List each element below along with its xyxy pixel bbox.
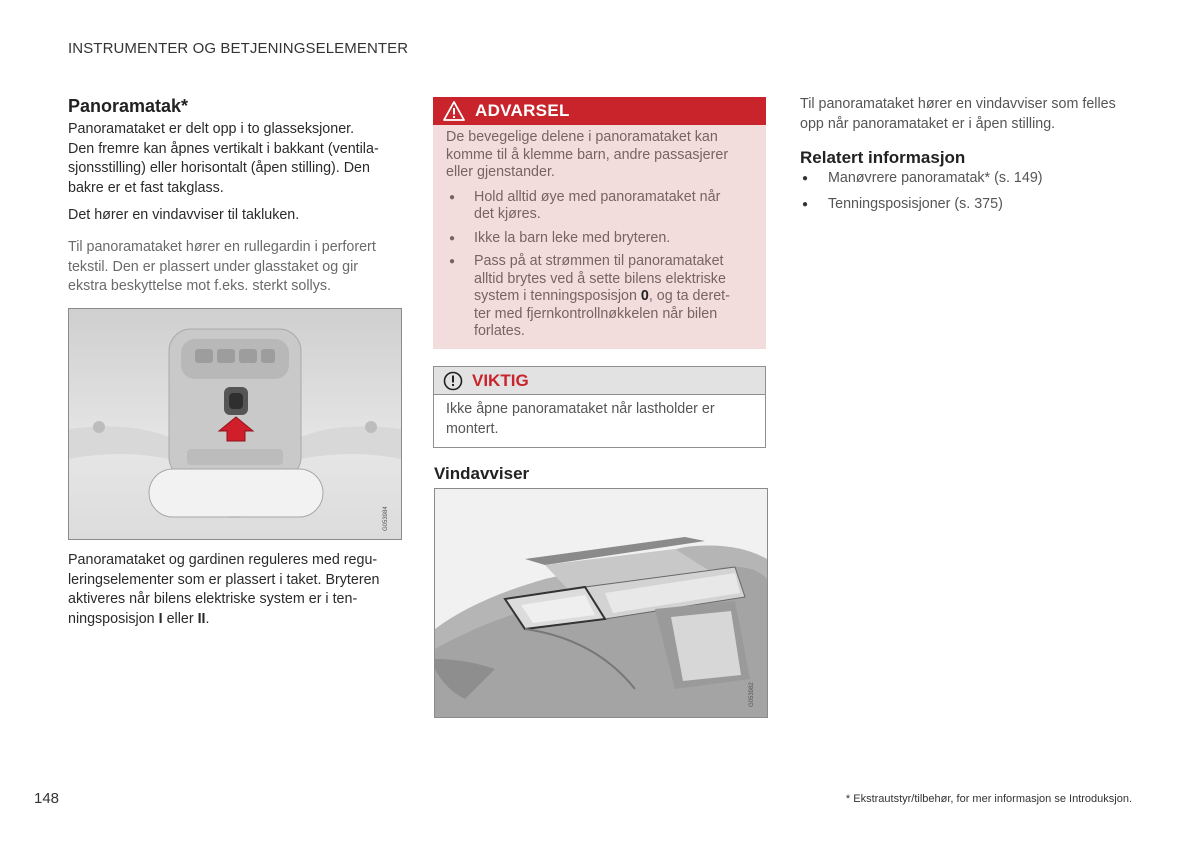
warning-triangle-icon <box>443 101 465 121</box>
text-line: ekstra beskyttelse mot f.eks. sterkt sollys. <box>68 278 331 294</box>
important-body <box>434 395 765 444</box>
text-line: opp når panoramataket er i åpen stilling. <box>800 115 1056 132</box>
list-item <box>446 189 753 224</box>
warning-body <box>433 125 766 341</box>
text-line: eller gjenstander. <box>446 164 555 180</box>
text-line: leringselementer som er plassert i taket. Bryteren <box>68 571 380 588</box>
text-line: Ikke åpne panoramataket når lastholder er <box>446 401 715 417</box>
warning-intro <box>446 129 753 182</box>
heading-vindavviser: Vindavviser <box>434 464 530 483</box>
text-line: aktiveres når bilens elektriske system er i ten- <box>68 591 358 607</box>
bold-position-ii: II <box>197 610 206 627</box>
text-line: Den fremre kan åpnes vertikalt i bakkant (ventila- <box>68 140 379 157</box>
text-line <box>474 288 753 306</box>
text-span: , og ta deret- <box>648 288 730 304</box>
text-line: komme til å klemme barn, andre passasjerer <box>446 146 729 163</box>
figure-roof-console <box>68 308 402 540</box>
figure-code: G053984 <box>383 506 389 531</box>
text-line: tekstil. Den er plassert under glasstaket og gir <box>68 258 359 275</box>
related-link-tenningsposisjoner[interactable]: ● Tenningsposisjoner (s. 375) <box>800 195 1140 215</box>
important-title: VIKTIG <box>472 370 529 390</box>
related-link-manovrere[interactable]: ● Manøvrere panoramatak* (s. 149) <box>800 169 1140 189</box>
text-line: sjonsstilling) eller horisontalt (åpen stilling). Den <box>68 160 370 176</box>
roof-console-illustration <box>69 309 401 539</box>
text-line: alltid brytes ved å sette bilens elektriske <box>474 270 726 287</box>
warning-list <box>446 189 753 341</box>
paragraph-vindavviser-note: Det hører en vindavviser til takluken. <box>68 207 300 223</box>
text-span: system i tenningsposisjon <box>474 288 641 304</box>
text-line: bakre er et fast takglass. <box>68 179 224 196</box>
bold-position-i: I <box>158 610 163 627</box>
heading-panoramatak: Panoramatak* <box>68 96 189 116</box>
text-line: ● Ikke la barn leke med bryteren. <box>474 229 671 246</box>
text-line: ter med fjernkontrollnøkkelen når bilen <box>474 305 718 322</box>
paragraph-intro <box>68 120 398 198</box>
paragraph-rullegardin <box>68 238 398 297</box>
text-line: Panoramataket og gardinen reguleres med regu- <box>68 552 378 568</box>
text-line: ● Hold alltid øye med panoramataket når <box>474 188 721 205</box>
text-line: Til panoramataket hører en vindavviser som felles <box>800 96 1116 112</box>
bold-position-0: 0 <box>640 288 649 304</box>
figure-wind-deflector <box>434 488 768 718</box>
exclamation-circle-icon <box>443 371 463 391</box>
text-line: Til panoramataket hører en rullegardin i perforert <box>68 239 376 255</box>
important-box <box>433 366 766 448</box>
heading-related-info: Relatert informasjon <box>800 148 966 167</box>
paragraph-controls <box>68 551 408 629</box>
list-item <box>446 230 753 248</box>
figure-code: G053982 <box>749 682 755 707</box>
paragraph-vindavviser <box>800 95 1140 134</box>
text-line: forlates. <box>474 323 525 339</box>
text-line: Panoramataket er delt opp i to glasseksjoner. <box>68 121 355 137</box>
warning-title: ADVARSEL <box>475 101 570 120</box>
car-roof-illustration <box>435 489 767 717</box>
text-line: det kjøres. <box>474 206 541 222</box>
warning-header <box>433 97 766 125</box>
section-title: INSTRUMENTER OG BETJENINGSELEMENTER <box>68 40 409 57</box>
text-span: ningsposisjon <box>68 610 159 627</box>
text-span: . <box>205 610 210 627</box>
text-span: eller <box>162 610 198 627</box>
related-list <box>800 169 1140 220</box>
warning-box <box>433 97 766 349</box>
text-line: De bevegelige delene i panoramataket kan <box>446 129 718 145</box>
text-line: montert. <box>446 420 499 437</box>
page-number: 148 <box>34 790 60 807</box>
text-line <box>68 610 408 630</box>
important-header <box>434 367 765 395</box>
list-item <box>446 253 753 341</box>
footnote: * Ekstrautstyr/tilbehør, for mer informasjon se Introduksjon. <box>845 793 1132 805</box>
text-line: ● Pass på at strømmen til panoramataket <box>474 253 724 269</box>
